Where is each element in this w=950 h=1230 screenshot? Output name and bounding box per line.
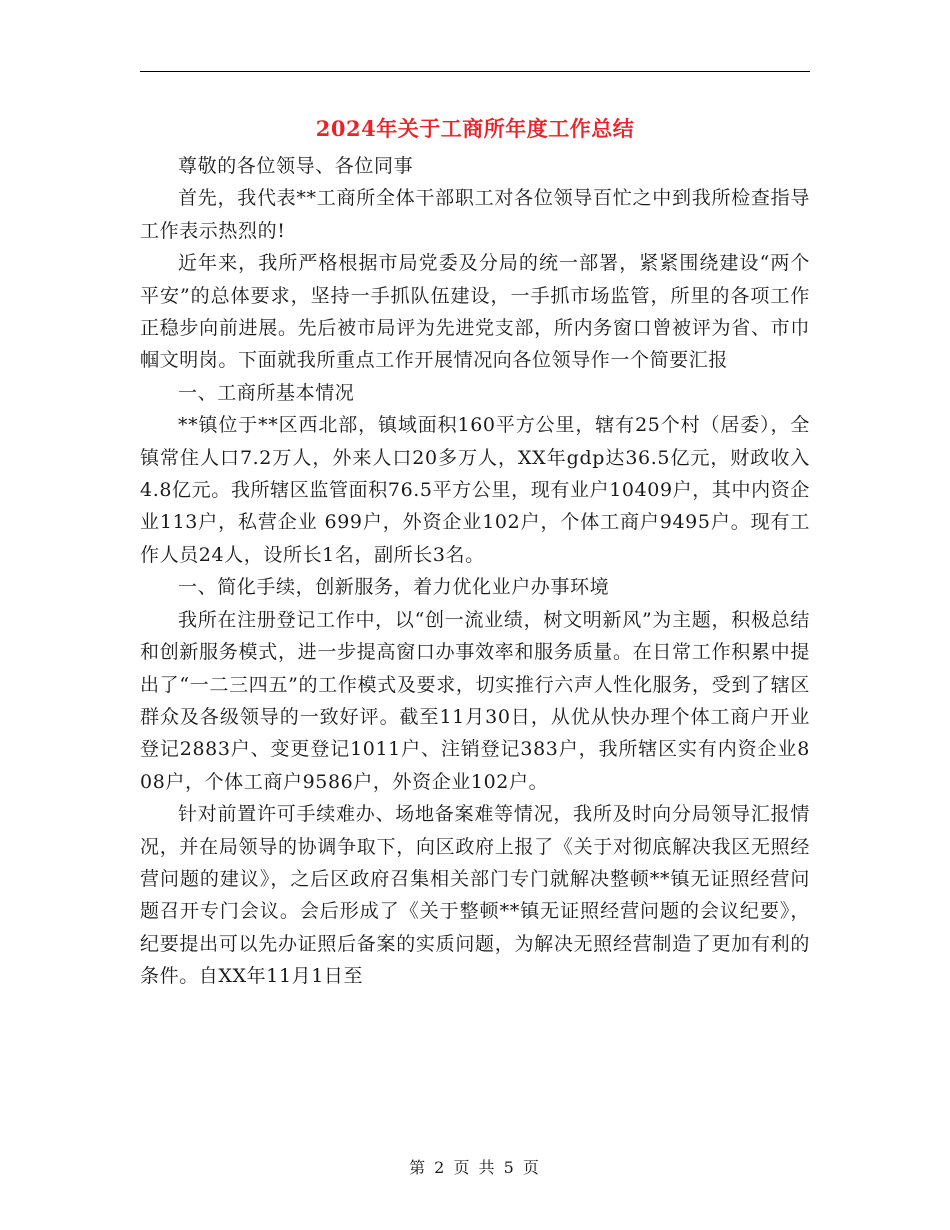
document-body <box>140 150 810 993</box>
section-heading-services: 一、简化手续，创新服务，着力优化业户办事环境 <box>178 576 610 599</box>
paragraph-licensing: 针对前置许可手续难办、场地备案难等情况，我所及时向分局领导汇报情况，并在局领导的协调争取下，向区政府上报了《关于对彻底解决我区无照经营问题的建议》，之后区政府召集相关部门专门就解决整顿**镇无证照经营问题召开专门会议。会后形成了《关于整顿**镇无证照经营问题的会议纪要》，纪要提出可以先办证照后备案的实质问题，为解决无照经营制造了更加有利的条件。自XX年11月1日至 <box>140 803 810 988</box>
page-number: 第 2 页 共 5 页 <box>409 1158 541 1177</box>
paragraph-opening: 首先，我代表**工商所全体干部职工对各位领导百忙之中到我所检查指导工作表示热烈的! <box>140 187 810 242</box>
paragraph-salutation: 尊敬的各位领导、各位同事 <box>178 155 414 177</box>
paragraph-basic-info: **镇位于**区西北部，镇域面积160平方公里，辖有25个村（居委），全镇常住人口7.2万人，外来人口20多万人，XX年gdp达36.5亿元，财政收入4.8亿元。我所辖区监管面积76.5平方公里，现有业户10409户，其中内资企业113户，私营企业 699户，外资企业102户，个体工商户9495户。现有工作人员24人，设所长1名，副所长3名。 <box>140 414 810 566</box>
paragraph-overview: 近年来，我所严格根据市局党委及分局的统一部署，紧紧围绕建设“两个平安”的总体要求，坚持一手抓队伍建设，一手抓市场监管，所里的各项工作正稳步向前进展。先后被市局评为先进党支部，所内务窗口曾被评为省、市巾帼文明岗。下面就我所重点工作开展情况向各位领导作一个简要汇报 <box>140 252 810 372</box>
document-title: 2024年关于工商所年度工作总结 <box>315 116 635 141</box>
section-heading-basic-info: 一、工商所基本情况 <box>178 381 355 404</box>
header-rule <box>140 71 810 72</box>
paragraph-registration: 我所在注册登记工作中，以“创一流业绩，树文明新风”为主题，积极总结和创新服务模式，进一步提高窗口办事效率和服务质量。在日常工作积累中提出了“一二三四五”的工作模式及要求，切实推行六声人性化服务，受到了辖区群众及各级领导的一致好评。截至11月30日，从优从快办理个体工商户开业登记2883户、变更登记1011户、注销登记383户，我所辖区实有内资企业808户，个体工商户9586户，外资企业102户。 <box>140 608 810 793</box>
